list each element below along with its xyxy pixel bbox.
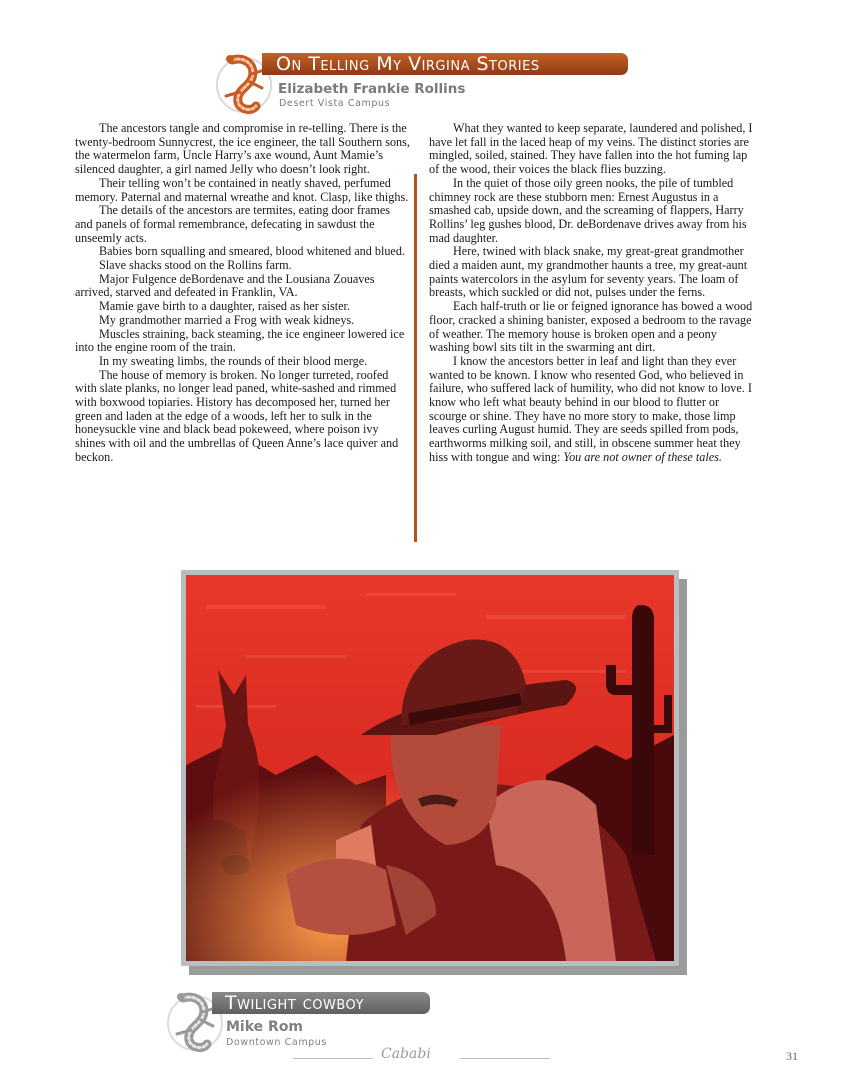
closing-line: You are not owner of these tales. — [563, 449, 722, 464]
paragraph: Major Fulgence deBordenave and the Lousiana Zouaves arrived, starved and defeated in Franklin, VA. — [75, 271, 375, 300]
artwork-image — [186, 575, 674, 961]
poem-campus: Desert Vista Campus — [279, 98, 391, 109]
paragraph-text: I know the ancestors better in leaf and light than they ever wanted to be known. I know who resented God, who believed in failure, who suffered lack of humility, who did not know to love. I know who left what beauty behind in our blood to flutter or scourge or shine. They have no more story to make, those limp leaves curling August humid. They are seeds spilled from pods, earthworms milking soil, and still, in obscene summer heat they hiss with tongue and wing: — [429, 353, 752, 464]
paragraph: My grandmother married a Frog with weak kidneys. — [99, 312, 355, 327]
page-number: 31 — [786, 1049, 798, 1063]
paragraph: In the quiet of those oily green nooks, the pile of tumbled chimney rock are these stubborn men: Ernest Augustus in a smashed cab, upside down, and the screaming of flappers, Harry Rollins’ leg gushes blood, Dr. deBordenave drives away from his mad daughter. — [429, 175, 747, 245]
footer-rule-right — [460, 1058, 550, 1059]
paragraph: The ancestors tangle and compromise in re-telling. There is the twenty-bedroom Sunnycrest, the ice engineer, the tall Southern sons, the watermelon farm, Uncle Harry’s axe wound, Aunt Mamie’s silenced daughter, a girl named Jelly who doesn’t look right. — [75, 121, 410, 177]
column-divider — [414, 174, 417, 542]
paragraph: Here, twined with black snake, my great-great grandmother died a maiden aunt, my grandmother haunts a tree, my great-aunt paints watercolors in the asylum for seventy years. The loam of breasts, which suckled or did not, pulses under the ferns. — [429, 244, 748, 300]
paragraph: Babies born squalling and smeared, blood whitened and blued. — [99, 244, 405, 259]
poem-column-right — [429, 122, 759, 465]
paragraph: Mamie gave birth to a daughter, raised as her sister. — [99, 299, 350, 314]
paragraph: Muscles straining, back steaming, the ice engineer lowered ice into the engine room of the train. — [75, 326, 405, 355]
paragraph: Slave shacks stood on the Rollins farm. — [99, 258, 292, 273]
paragraph: The details of the ancestors are termites, eating door frames and panels of formal remembrance, defecating in sawdust the unseemly acts. — [75, 203, 391, 245]
poem-author: Elizabeth Frankie Rollins — [278, 81, 466, 97]
paragraph: Their telling won’t be contained in neatly shaved, perfumed memory. Paternal and maternal wreathe and knot. Clasp, like thighs. — [75, 175, 409, 204]
paragraph-last — [429, 355, 759, 465]
paragraph: What they wanted to keep separate, laundered and polished, I have let fall in the laced heap of my veins. The distinct stories are mingled, soiled, stained. They have fallen into the hot fuming lap of the wood, their voices the black flies buzzing. — [429, 121, 753, 177]
footer-brand: Cababi — [381, 1046, 431, 1062]
paragraph: The house of memory is broken. No longer turreted, roofed with slate planks, no longer lead paned, white-sashed and rimmed with boxwood topiaries. History has decomposed her, turned her green and laden at the edge of a woods, left her to sulk in the honeysuckle vine and black bead pokeweed, where poison ivy shines with oil and the umbrellas of Queen Anne’s lace quiver and beckon. — [75, 367, 399, 464]
artwork-campus: Downtown Campus — [226, 1037, 327, 1048]
artwork-author: Mike Rom — [226, 1019, 304, 1035]
paragraph: In my sweating limbs, the rounds of their blood merge. — [99, 353, 368, 368]
artwork-title: Twilight cowboy — [225, 992, 365, 1014]
poem-column-left — [75, 122, 410, 465]
poem-title: On Telling My Virgina Stories — [276, 53, 540, 75]
cowboy-illustration-icon — [186, 575, 674, 961]
paragraph: Each half-truth or lie or feigned ignorance has bowed a wood floor, cracked a shining banister, exposed a bedroom to the ravage of weather. The memory house is broken open and a peony washing bowl sits tilt in the swarming ant dirt. — [429, 299, 753, 355]
footer-rule-left — [293, 1058, 373, 1059]
